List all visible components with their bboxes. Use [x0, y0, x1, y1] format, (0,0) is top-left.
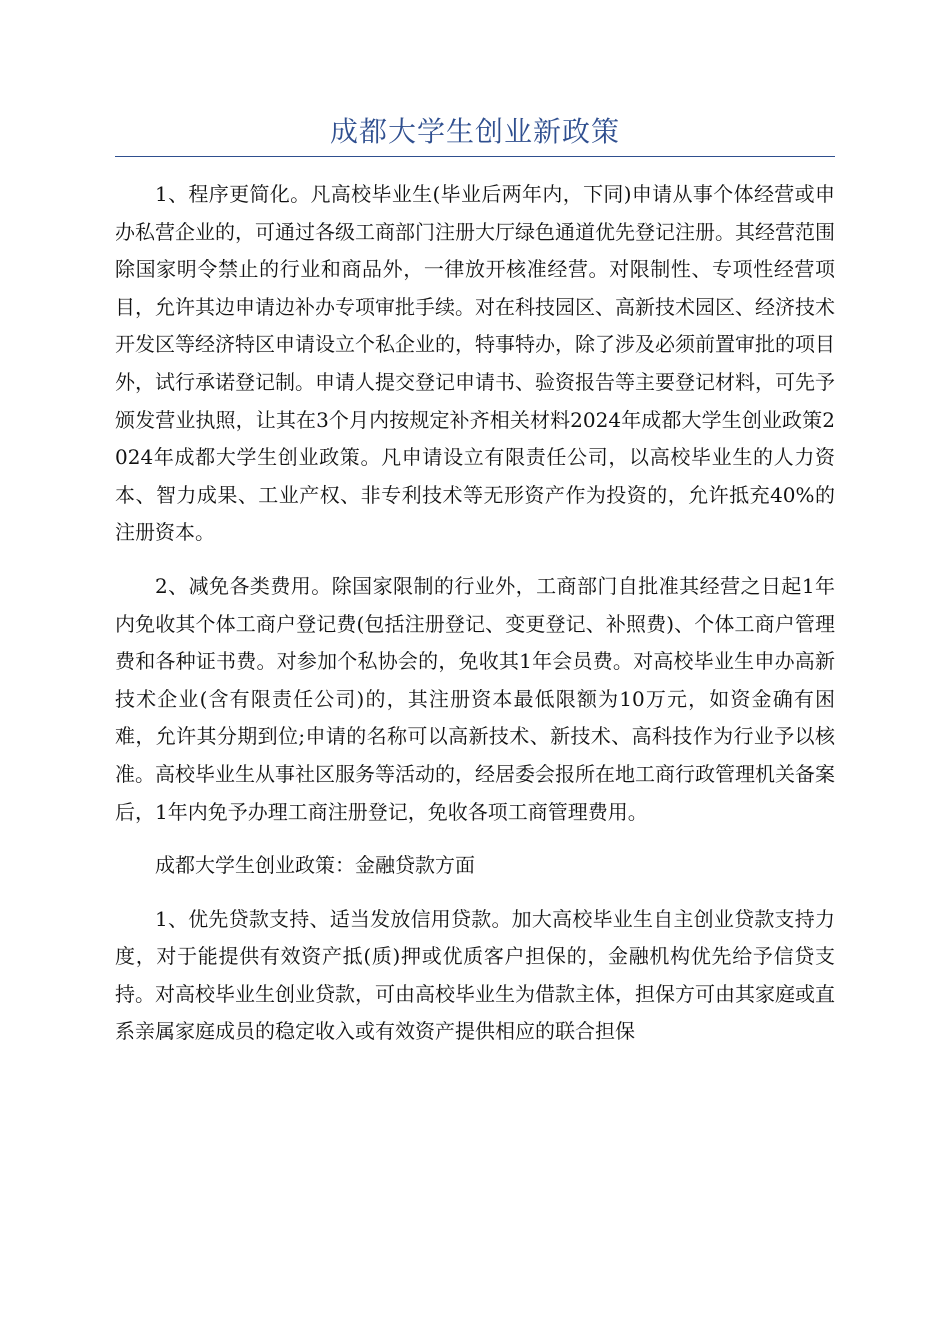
paragraph-procedure: 1、程序更简化。凡高校毕业生(毕业后两年内，下同)申请从事个体经营或申办私营企业的，可通过各级工商部门注册大厅绿色通道优先登记注册。其经营范围除国家明令禁止的行业和商品外，一律放开核准经营。对限制性、专项性经营项目，允许其边申请边补办专项审批手续。对在科技园区、高新技术园区、经济技术开发区等经济特区申请设立个私企业的，特事特办，除了涉及必须前置审批的项目外，试行承诺登记制。申请人提交登记申请书、验资报告等主要登记材料，可先予颁发营业执照，让其在3个月内按规定补齐相关材料2024年成都大学生创业政策2024年成都大学生创业政策。凡申请设立有限责任公司，以高校毕业生的人力资本、智力成果、工业产权、非专利技术等无形资产作为投资的，允许抵充40%的注册资本。 [115, 182, 835, 545]
page-title: 成都大学生创业新政策 [329, 115, 620, 148]
title-block [115, 112, 835, 157]
section-heading-finance: 成都大学生创业政策：金融贷款方面 [155, 853, 475, 878]
document-body [115, 176, 835, 1067]
paragraph-fees: 2、减免各类费用。除国家限制的行业外，工商部门自批准其经营之日起1年内免收其个体工商户登记费(包括注册登记、变更登记、补照费)、个体工商户管理费和各种证书费。对参加个私协会的，免收其1年会员费。对高校毕业生申办高新技术企业(含有限责任公司)的，其注册资本最低限额为10万元，如资金确有困难，允许其分期到位;申请的名称可以高新技术、新技术、高科技作为行业予以核准。高校毕业生从事社区服务等活动的，经居委会报所在地工商行政管理机关备案后，1年内免予办理工商注册登记，免收各项工商管理费用。 [115, 573, 835, 824]
paragraph-loans: 1、优先贷款支持、适当发放信用贷款。加大高校毕业生自主创业贷款支持力度，对于能提供有效资产抵(质)押或优质客户担保的，金融机构优先给予信贷支持。对高校毕业生创业贷款，可由高校毕业生为借款主体，担保方可由其家庭或直系亲属家庭成员的稳定收入或有效资产提供相应的联合担保 [115, 906, 835, 1044]
